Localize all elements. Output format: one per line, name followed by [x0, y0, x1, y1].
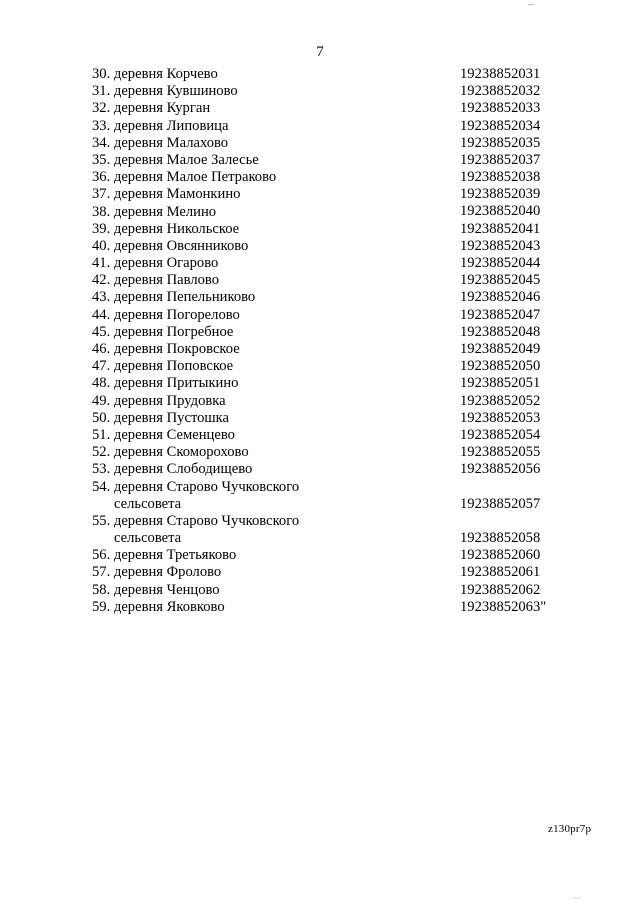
- settlement-name-text: 47. деревня Поповское: [92, 358, 234, 375]
- page-number: 7: [316, 44, 324, 60]
- list-item: [0, 238, 640, 255]
- settlement-name: [92, 307, 332, 324]
- list-item: [0, 582, 640, 599]
- settlement-name: [92, 272, 332, 289]
- oktmo-code: 19238852035: [460, 134, 541, 151]
- list-item: [0, 444, 640, 461]
- list-item: [0, 358, 640, 375]
- list-item: [0, 152, 640, 169]
- settlement-name: [92, 479, 332, 513]
- settlement-name: [92, 135, 332, 152]
- oktmo-code: 19238852044: [460, 255, 541, 272]
- settlement-name: [92, 410, 332, 427]
- oktmo-code: 19238852041: [460, 220, 541, 237]
- settlement-name: [92, 358, 332, 375]
- settlement-name-text: 42. деревня Павлово: [92, 272, 220, 289]
- settlement-name-text: 37. деревня Мамонкино: [92, 186, 241, 203]
- settlement-name-text: 41. деревня Огарово: [92, 255, 219, 272]
- list-item: [0, 513, 640, 547]
- settlement-name: [92, 427, 332, 444]
- list-item: [0, 564, 640, 581]
- settlement-name-text: 49. деревня Прудовка: [92, 392, 226, 409]
- settlement-name: [92, 204, 332, 221]
- list-item: [0, 307, 640, 324]
- settlement-name-text: 36. деревня Малое Петраково: [92, 169, 277, 186]
- oktmo-code: 19238852058: [460, 530, 541, 547]
- scan-corner-mark: [528, 4, 534, 7]
- oktmo-code: 19238852034: [460, 117, 541, 134]
- oktmo-code: 19238852055: [460, 444, 541, 461]
- oktmo-code: 19238852031: [460, 65, 541, 82]
- oktmo-code: 19238852054: [460, 426, 541, 443]
- settlement-name-text: 38. деревня Мелино: [92, 203, 217, 220]
- list-item: [0, 186, 640, 203]
- list-item: [0, 461, 640, 478]
- settlement-name-text: 31. деревня Кувшиново: [92, 83, 238, 100]
- oktmo-code: 19238852056: [460, 461, 541, 478]
- settlement-name: [92, 221, 332, 238]
- settlement-name-text: 56. деревня Третьяково: [92, 547, 237, 564]
- list-item: [0, 221, 640, 238]
- settlement-name: [92, 186, 332, 203]
- oktmo-code: 19238852060: [460, 547, 541, 564]
- settlement-name-text: 45. деревня Погребное: [92, 323, 234, 340]
- list-item: [0, 341, 640, 358]
- oktmo-code: 19238852052: [460, 392, 541, 409]
- settlement-name: [92, 582, 332, 599]
- list-item: [0, 272, 640, 289]
- settlement-name-text: 58. деревня Ченцово: [92, 581, 220, 598]
- oktmo-code: 19238852038: [460, 169, 541, 186]
- list-item: [0, 135, 640, 152]
- list-item: [0, 479, 640, 513]
- oktmo-code: 19238852043: [460, 237, 541, 254]
- settlement-name: [92, 66, 332, 83]
- list-item: [0, 255, 640, 272]
- settlement-name-text: 54. деревня Старово Чучковского: [92, 478, 300, 495]
- settlement-name-text: 44. деревня Погорелово: [92, 306, 240, 323]
- list-item: [0, 375, 640, 392]
- oktmo-code: 19238852050: [460, 358, 541, 375]
- oktmo-code: 19238852032: [460, 83, 541, 100]
- settlement-name-continuation: сельсовета: [114, 495, 182, 512]
- document-footer-code: z130pr7p: [548, 823, 592, 835]
- settlement-name: [92, 324, 332, 341]
- settlement-name-text: 35. деревня Малое Залесье: [92, 151, 259, 168]
- settlement-name: [92, 599, 332, 616]
- oktmo-code: 19238852053: [460, 409, 541, 426]
- settlement-name: [92, 100, 332, 117]
- scan-bottom-mark: ´´´: [573, 896, 581, 905]
- settlement-name-text: 55. деревня Старово Чучковского: [92, 512, 300, 529]
- settlement-name: [92, 169, 332, 186]
- list-item: [0, 410, 640, 427]
- settlement-name-text: 52. деревня Скоморохово: [92, 444, 249, 461]
- list-item: [0, 118, 640, 135]
- settlement-name: [92, 238, 332, 255]
- settlement-name-text: 39. деревня Никольское: [92, 220, 240, 237]
- list-item: [0, 324, 640, 341]
- list-item: [0, 100, 640, 117]
- oktmo-code: 19238852062: [460, 581, 541, 598]
- settlement-name: [92, 547, 332, 564]
- settlement-name-text: 57. деревня Фролово: [92, 564, 222, 581]
- settlement-name: [92, 375, 332, 392]
- settlement-name-text: 30. деревня Корчево: [92, 66, 218, 82]
- settlement-name: [92, 118, 332, 135]
- list-item: [0, 393, 640, 410]
- list-item: [0, 169, 640, 186]
- settlement-name-text: 34. деревня Малахово: [92, 134, 229, 151]
- oktmo-code: 19238852048: [460, 323, 541, 340]
- settlement-name: [92, 393, 332, 410]
- settlement-name-text: 40. деревня Овсянниково: [92, 237, 249, 254]
- settlement-name-text: 46. деревня Покровское: [92, 341, 240, 357]
- settlement-name: [92, 513, 332, 547]
- oktmo-code: 19238852045: [460, 272, 541, 289]
- settlement-name: [92, 341, 332, 358]
- settlement-name: [92, 152, 332, 169]
- settlement-name-text: 48. деревня Притыкино: [92, 375, 239, 392]
- list-item: [0, 547, 640, 564]
- list-item: [0, 427, 640, 444]
- settlement-code-list: [0, 66, 640, 616]
- list-item: [0, 83, 640, 100]
- oktmo-code: 19238852047: [460, 306, 541, 323]
- settlement-name-text: 33. деревня Липовица: [92, 117, 229, 134]
- settlement-name: [92, 461, 332, 478]
- settlement-name-text: 32. деревня Курган: [92, 100, 211, 117]
- list-item: [0, 66, 640, 83]
- settlement-name: [92, 83, 332, 100]
- list-item: [0, 204, 640, 221]
- settlement-name-text: 43. деревня Пепельниково: [92, 289, 256, 306]
- list-item: [0, 599, 640, 616]
- list-item: [0, 289, 640, 306]
- oktmo-code: 19238852061: [460, 564, 541, 581]
- settlement-name: [92, 289, 332, 306]
- oktmo-code: 19238852051: [460, 375, 541, 392]
- settlement-name-continuation: сельсовета: [114, 530, 182, 547]
- oktmo-code: 19238852046: [460, 289, 541, 306]
- oktmo-code: 19238852040: [460, 203, 541, 220]
- oktmo-code: 19238852063": [460, 598, 547, 615]
- oktmo-code: 19238852049: [460, 340, 541, 357]
- settlement-name: [92, 564, 332, 581]
- oktmo-code: 19238852039: [460, 186, 541, 203]
- settlement-name-text: 51. деревня Семенцево: [92, 426, 235, 443]
- settlement-name: [92, 444, 332, 461]
- settlement-name-text: 53. деревня Слободищево: [92, 461, 253, 478]
- oktmo-code: 19238852037: [460, 151, 541, 168]
- settlement-name-text: 50. деревня Пустошка: [92, 409, 230, 426]
- settlement-name-text: 59. деревня Яковково: [92, 598, 225, 615]
- settlement-name: [92, 255, 332, 272]
- oktmo-code: 19238852033: [460, 100, 541, 117]
- oktmo-code: 19238852057: [460, 495, 541, 512]
